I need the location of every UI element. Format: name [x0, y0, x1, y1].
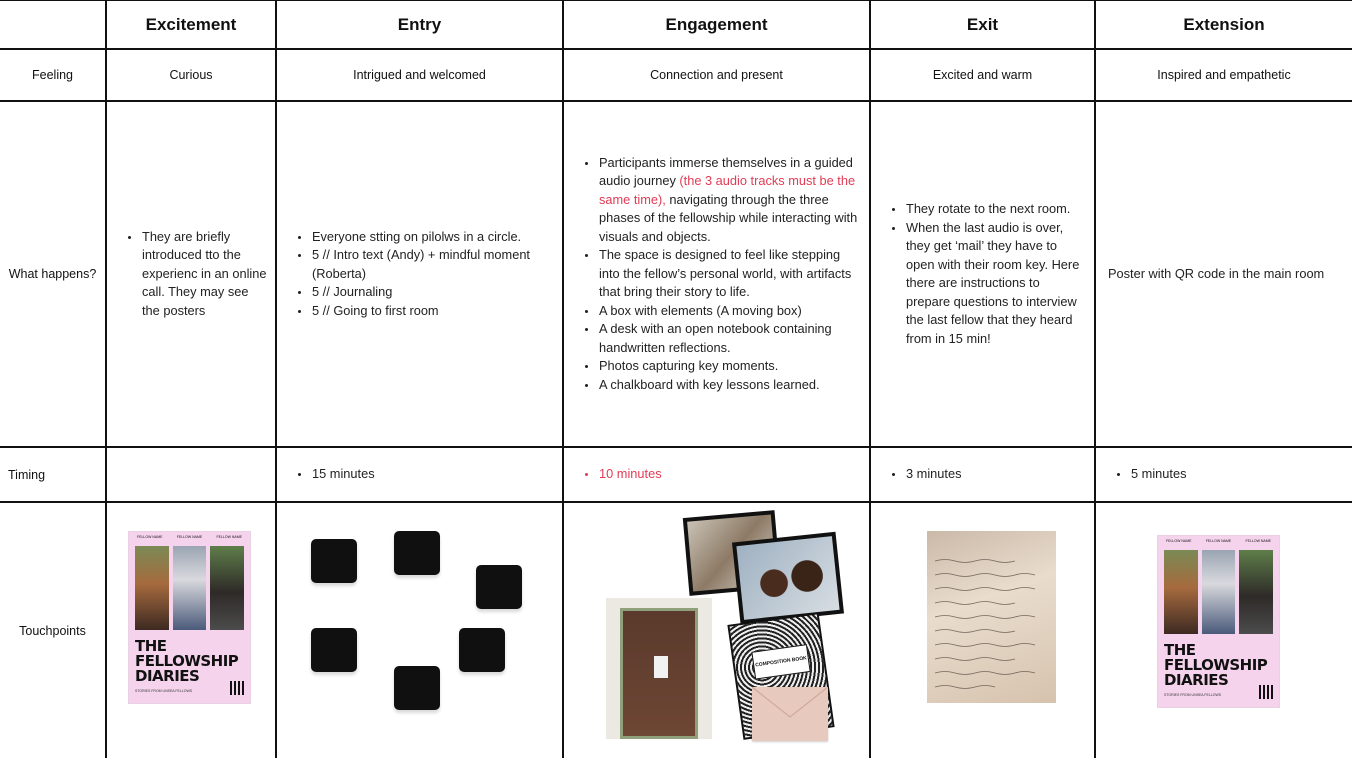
poster-photos [1164, 550, 1273, 634]
pillow-icon [311, 539, 357, 583]
list-item: • 5 // Going to first room [311, 302, 554, 321]
list-item: • 5 // Intro text (Andy) + mindful moment (Roberta) [311, 246, 554, 283]
list-item: • A desk with an open notebook containing handwritten reflections. [598, 320, 863, 357]
row-label-timing: Timing [8, 467, 46, 482]
pillow-icon [394, 666, 440, 710]
pillow-icon [476, 565, 522, 609]
photo-friends [732, 532, 844, 624]
feeling-exit: Excited and warm [932, 68, 1033, 82]
header-exit: Exit [966, 14, 999, 34]
row-label-feeling: Feeling [32, 68, 73, 82]
timing-engagement [564, 448, 869, 501]
feeling-extension: Inspired and empathetic [1157, 68, 1291, 82]
what-happens-entry [277, 102, 562, 446]
poster-title: THE FELLOWSHIP DIARIES [135, 637, 239, 685]
what-happens-extension: Poster with QR code in the main room [1108, 265, 1325, 281]
list-item: • 3 minutes [905, 465, 961, 484]
qr-code-icon [230, 681, 244, 695]
entry-list [293, 228, 554, 321]
list-item: • 5 minutes [1130, 465, 1186, 484]
list-item: • They are briefly introduced tto the experienc in an online call. They may see the posters [141, 228, 267, 321]
row-label-touchpoints: Touchpoints [19, 623, 86, 638]
engagement-list [580, 154, 863, 395]
list-item: • Participants immerse themselves in a guided audio journey (the 3 audio tracks must be the same time), navigating through the three phases of the fellowship while interacting with visuals and objects. [598, 154, 863, 247]
list-item: • Photos capturing key moments. [598, 357, 863, 376]
header-engagement: Engagement [665, 14, 768, 34]
timing-extension [1096, 448, 1352, 501]
list-item: • Everyone stting on pilolws in a circle. [311, 228, 554, 247]
list-item: • 15 minutes [311, 465, 375, 484]
what-happens-exit [871, 102, 1094, 446]
list-item: • The space is designed to feel like stepping into the fellow’s personal world, with artifacts that bring their story to life. [598, 246, 863, 302]
what-happens-excitement [107, 102, 275, 446]
poster-title: THE FELLOWSHIP DIARIES [1164, 641, 1268, 689]
envelope-icon [752, 687, 828, 741]
header-extension: Extension [1183, 14, 1265, 34]
pillow-icon [311, 628, 357, 672]
timing-entry [277, 448, 562, 501]
list-item: • A chalkboard with key lessons learned. [598, 376, 863, 395]
handwritten-letter [927, 531, 1056, 703]
list-item: • 5 // Journaling [311, 283, 554, 302]
list-item: • When the last audio is over, they get ‘mail’ they have to open with their room key. Here there are instructions to prepare questions to interview the last fellow that they heard from in 15 min! [905, 219, 1086, 349]
header-entry: Entry [397, 14, 442, 34]
timing-excitement [107, 448, 275, 501]
poster-photos [135, 546, 244, 630]
list-item: • 10 minutes [598, 465, 662, 484]
photo-door [606, 598, 712, 739]
pillow-icon [459, 628, 505, 672]
feeling-engagement: Connection and present [650, 68, 783, 82]
qr-code-icon [1259, 685, 1273, 699]
list-item: • They rotate to the next room. [905, 200, 1086, 219]
excitement-list [123, 228, 267, 321]
row-divider [0, 501, 1352, 503]
list-item: • A box with elements (A moving box) [598, 302, 863, 321]
row-label-what-happens: What happens? [8, 267, 97, 281]
header-excitement: Excitement [145, 14, 237, 34]
fellowship-diaries-poster: FELLOW NAME FELLOW NAME FELLOW NAME THE FELLOWSHIP DIARIES STORIES FROM UNSEA FELLOWS [129, 532, 250, 703]
feeling-entry: Intrigued and welcomed [353, 68, 486, 82]
timing-exit [871, 448, 1094, 501]
exit-list [887, 200, 1086, 348]
fellowship-diaries-poster: FELLOW NAME FELLOW NAME FELLOW NAME THE FELLOWSHIP DIARIES STORIES FROM UNSEA FELLOWS [1158, 536, 1279, 707]
timing-note: (the 3 audio tracks must be the same time), [599, 173, 856, 207]
pillow-icon [394, 531, 440, 575]
what-happens-engagement [564, 102, 869, 446]
composition-notebook: COMPOSITION BOOK [727, 612, 834, 740]
feeling-excitement: Curious [169, 68, 213, 82]
